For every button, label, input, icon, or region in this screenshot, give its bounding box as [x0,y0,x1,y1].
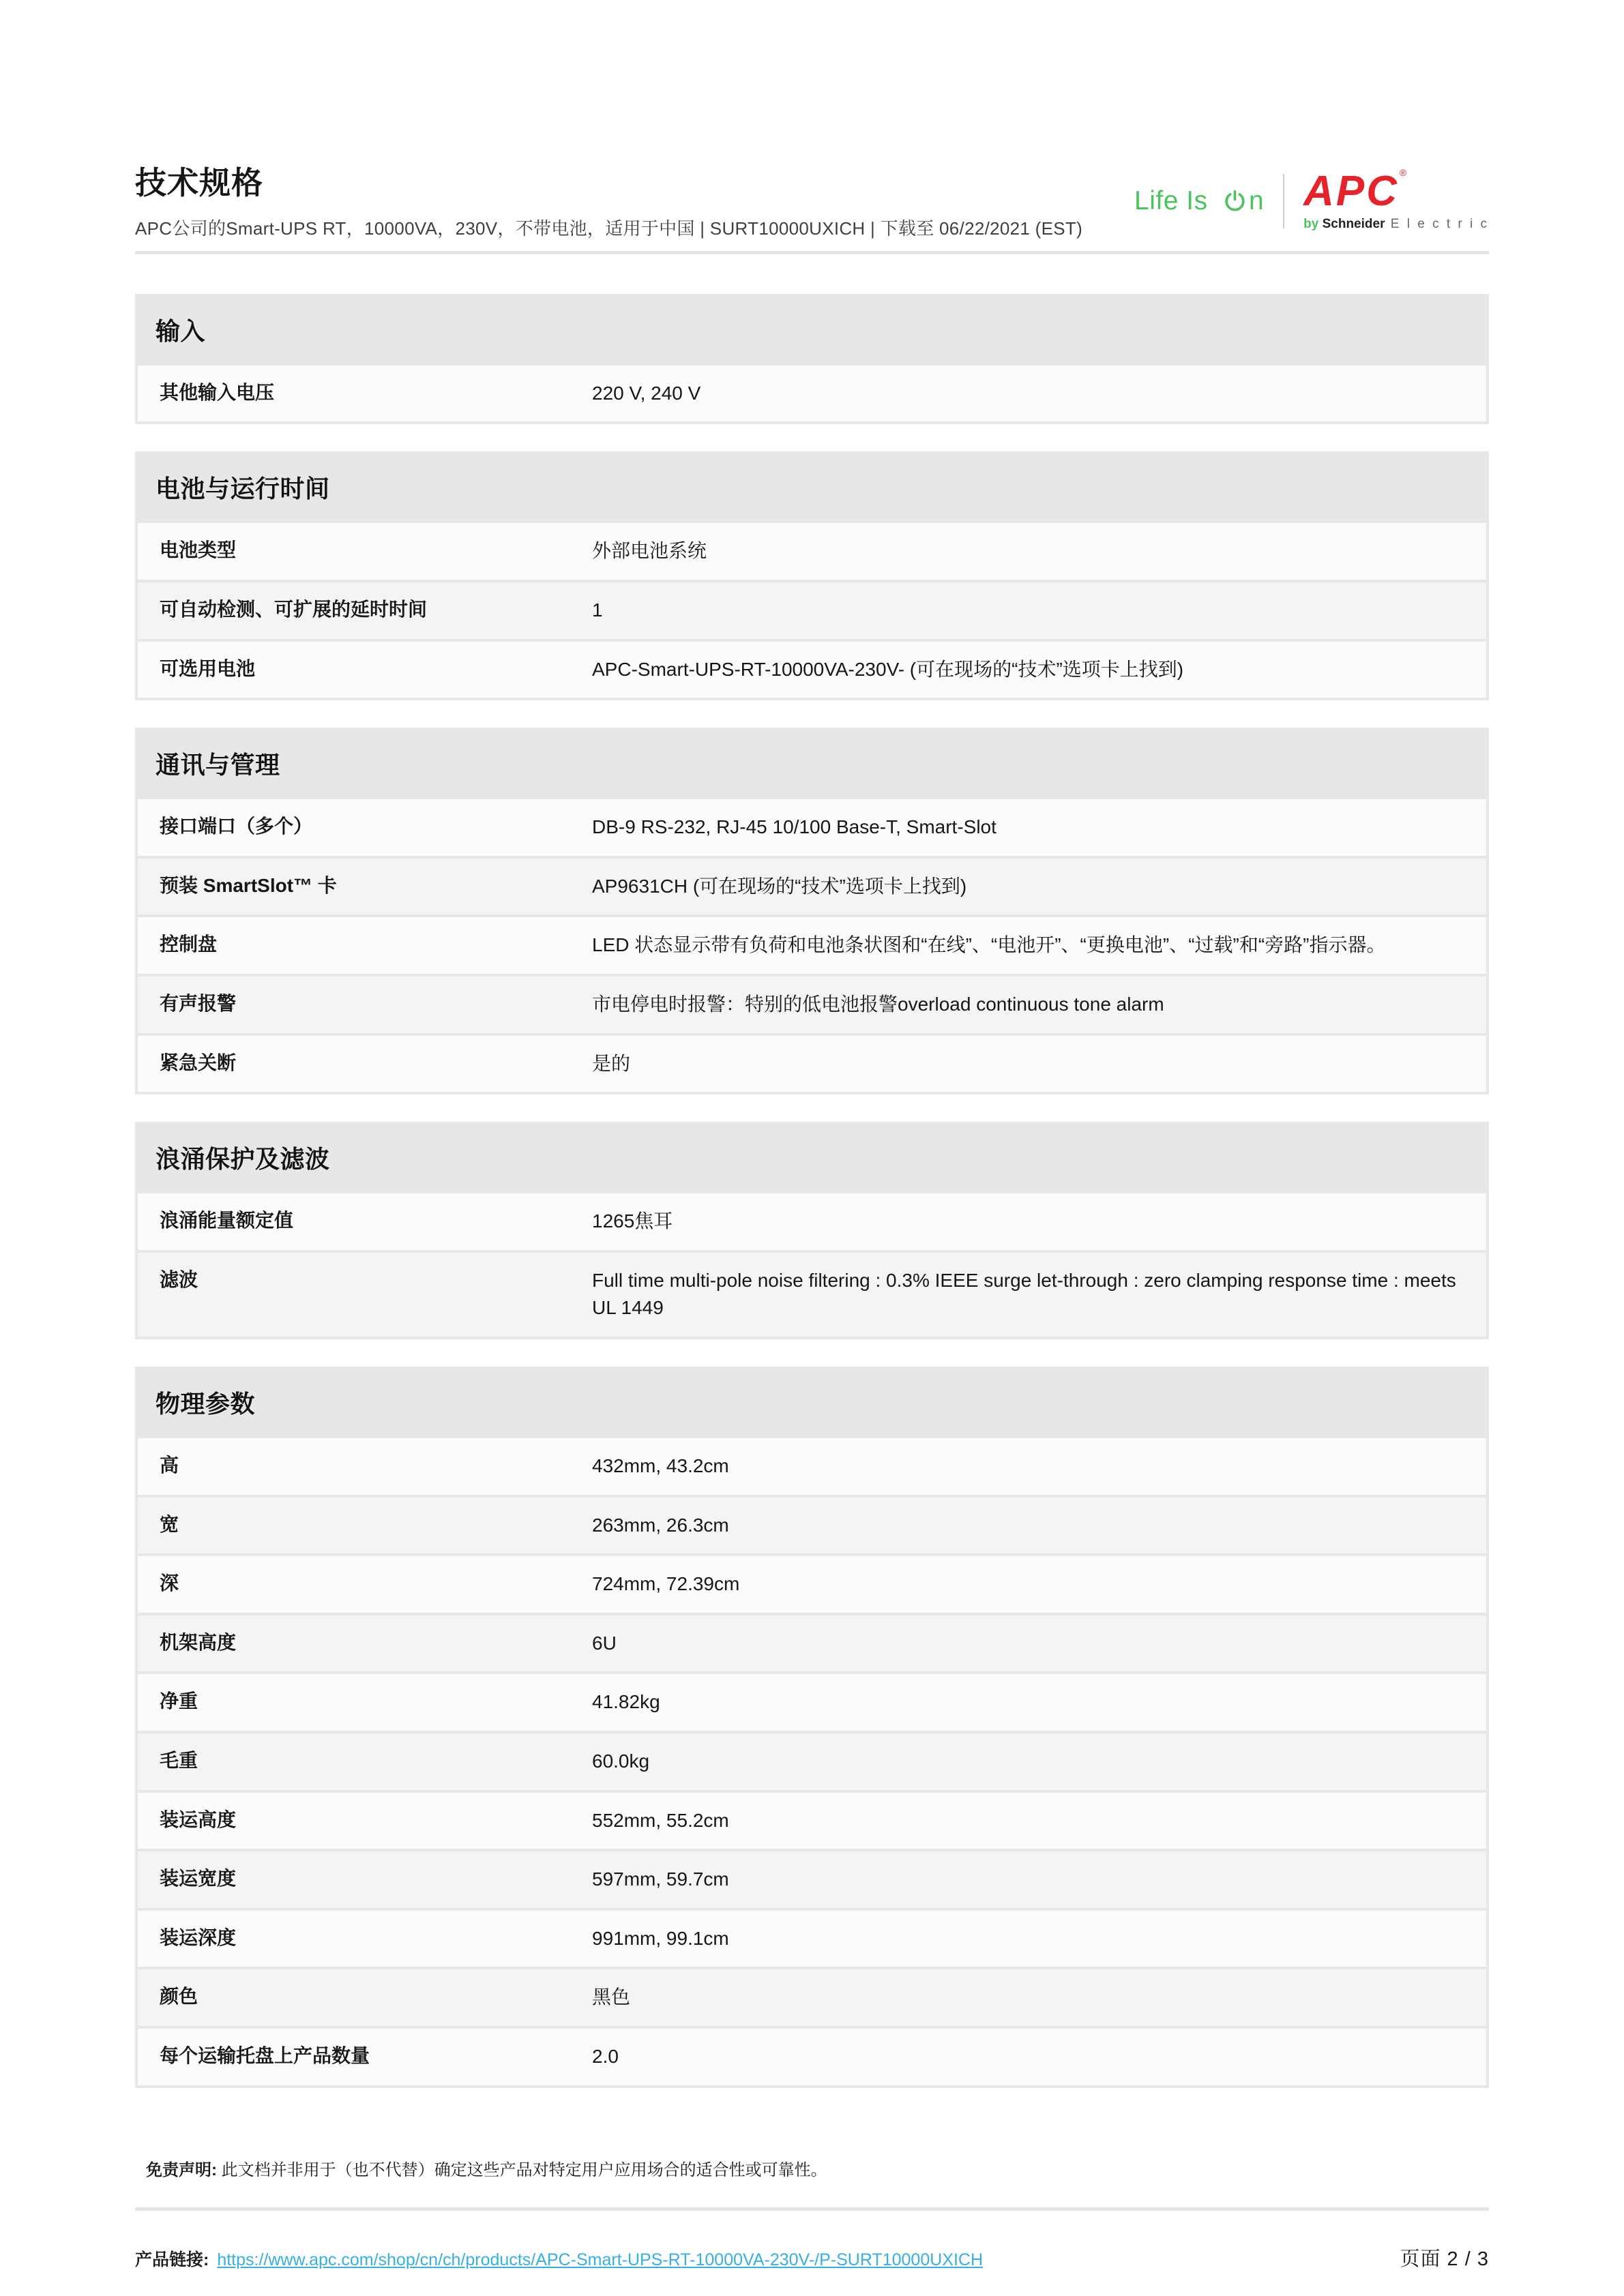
power-icon [1222,189,1247,214]
footer-row [135,2243,1489,2271]
section-title: 通讯与管理 [156,751,280,779]
spec-label: 每个运输托盘上产品数量 [160,2044,370,2066]
disclaimer-text: 此文档并非用于（也不代替）确定这些产品对特定用户应用场合的适合性或可靠性。 [217,2160,827,2179]
spec-label: 其他输入电压 [160,381,275,403]
spec-label: 接口端口（多个） [160,816,313,837]
spec-value: 市电停电时报警：特别的低电池报警overload continuous tone alarm [592,994,1164,1015]
spec-label: 可自动检测、可扩展的延时时间 [160,599,428,621]
spec-value: Full time multi-pole noise filtering : 0.3% IEEE surge let-through : zero clamping response time : meets UL 1449 [592,1269,1456,1319]
title-block [135,165,1082,240]
apc-logo [1303,167,1489,232]
spec-section [135,1122,1489,1339]
spec-value: AP9631CH (可在现场的“技术”选项卡上找到) [592,875,967,897]
page-title: 技术规格 [135,165,263,200]
spec-section [135,728,1489,1094]
spec-row [138,917,1486,974]
spec-row [138,1556,1486,1613]
spec-value: 432mm, 43.2cm [592,1455,729,1477]
apc-electric: E l e c t r i c [1385,217,1489,231]
spec-value: 6U [592,1632,617,1654]
spec-value: 1265焦耳 [592,1210,673,1232]
product-link-url[interactable]: https://www.apc.com/shop/cn/ch/products/APC-Smart-UPS-RT-10000VA-230V-/P-SURT10000UXICH [217,2250,984,2269]
spec-row [138,1193,1486,1250]
spec-value: 黑色 [592,1986,631,2008]
section-rows [135,799,1489,1094]
spec-value: 597mm, 59.7cm [592,1868,729,1890]
spec-value: 外部电池系统 [592,540,707,562]
spec-value: 991mm, 99.1cm [592,1927,729,1949]
life-is-on-logo [1134,186,1264,216]
spec-row [138,976,1486,1033]
spec-row [138,799,1486,856]
spec-value: APC-Smart-UPS-RT-10000VA-230V- (可在现场的“技术”选项卡上找到) [592,658,1184,680]
spec-row [138,1497,1486,1554]
spec-label: 颜色 [160,1986,198,2008]
spec-row [138,1036,1486,1092]
document-header [135,165,1489,240]
apc-by: by [1303,217,1323,231]
section-title: 物理参数 [156,1390,256,1418]
spec-label: 深 [160,1572,179,1594]
spec-label: 滤波 [160,1268,198,1290]
spec-section [135,451,1489,700]
spec-label: 毛重 [160,1749,198,1771]
spec-label: 高 [160,1455,179,1476]
spec-label: 浪涌能量额定值 [160,1210,294,1232]
spec-value: 2.0 [592,2045,619,2067]
spec-row [138,582,1486,639]
spec-label: 装运宽度 [160,1868,237,1890]
brand-divider [1283,174,1284,228]
spec-label: 净重 [160,1690,198,1712]
spec-label: 电池类型 [160,539,237,561]
section-rows [135,1438,1489,2088]
spec-row [138,1733,1486,1790]
section-rows [135,523,1489,700]
spec-value: 60.0kg [592,1750,650,1772]
spec-label: 紧急关断 [160,1052,237,1073]
spec-row [138,642,1486,698]
spec-value: DB-9 RS-232, RJ-45 10/100 Base-T, Smart-Slot [592,816,996,838]
spec-section [135,294,1489,425]
spec-row [138,1253,1486,1337]
brand-block [1134,167,1489,232]
footer-divider [135,2207,1489,2211]
spec-label: 装运高度 [160,1808,237,1830]
section-title: 浪涌保护及滤波 [156,1145,330,1174]
section-title: 电池与运行时间 [156,475,330,503]
spec-row [138,2029,1486,2085]
section-rows [135,366,1489,425]
product-link-label: 产品链接: [135,2250,209,2269]
spec-sections [135,294,1489,2088]
spec-label: 有声报警 [160,993,237,1015]
life-is-on-n: n [1248,186,1265,215]
spec-row [138,859,1486,915]
spec-label: 机架高度 [160,1631,237,1653]
spec-value: 724mm, 72.39cm [592,1573,740,1595]
spec-row [138,523,1486,580]
disclaimer-label: 免责声明: [146,2160,217,2179]
spec-label: 装运深度 [160,1926,237,1948]
spec-value: 263mm, 26.3cm [592,1514,729,1536]
spec-row [138,1911,1486,1967]
spec-row [138,1674,1486,1731]
disclaimer [135,2156,1489,2180]
page-number: 页面 2 / 3 [1400,2248,1489,2270]
spec-value: 552mm, 55.2cm [592,1809,729,1831]
page-subtitle: APC公司的Smart-UPS RT，10000VA，230V，不带电池，适用于中国 | SURT10000UXICH | 下载至 06/22/2021 (EST) [135,218,1083,239]
spec-value: LED 状态显示带有负荷和电池条状图和“在线”、“电池开”、“更换电池”、“过载”和“旁路”指示器。 [592,934,1386,956]
spec-row [138,1969,1486,2026]
spec-value: 41.82kg [592,1691,660,1713]
spec-section [135,1367,1489,2088]
product-link-block [135,2246,983,2271]
spec-label: 控制盘 [160,934,218,955]
spec-row [138,1615,1486,1672]
spec-label: 可选用电池 [160,657,256,679]
spec-row [138,1851,1486,1908]
section-rows [135,1193,1489,1339]
spec-value: 220 V, 240 V [592,382,701,404]
spec-label: 预装 SmartSlot™ 卡 [160,874,337,896]
header-divider [135,251,1489,254]
spec-row [138,1438,1486,1495]
spec-value: 1 [592,599,603,621]
registered-mark: ® [1399,167,1409,178]
apc-wordmark: APC ® [1303,167,1409,215]
life-is-on-text: Life Is [1134,186,1215,215]
section-title: 输入 [156,316,206,345]
spec-value: 是的 [592,1052,631,1074]
apc-schneider: Schneider [1322,217,1385,231]
spec-row [138,366,1486,422]
apc-tagline [1303,217,1489,232]
spec-label: 宽 [160,1513,179,1535]
spec-row [138,1793,1486,1849]
